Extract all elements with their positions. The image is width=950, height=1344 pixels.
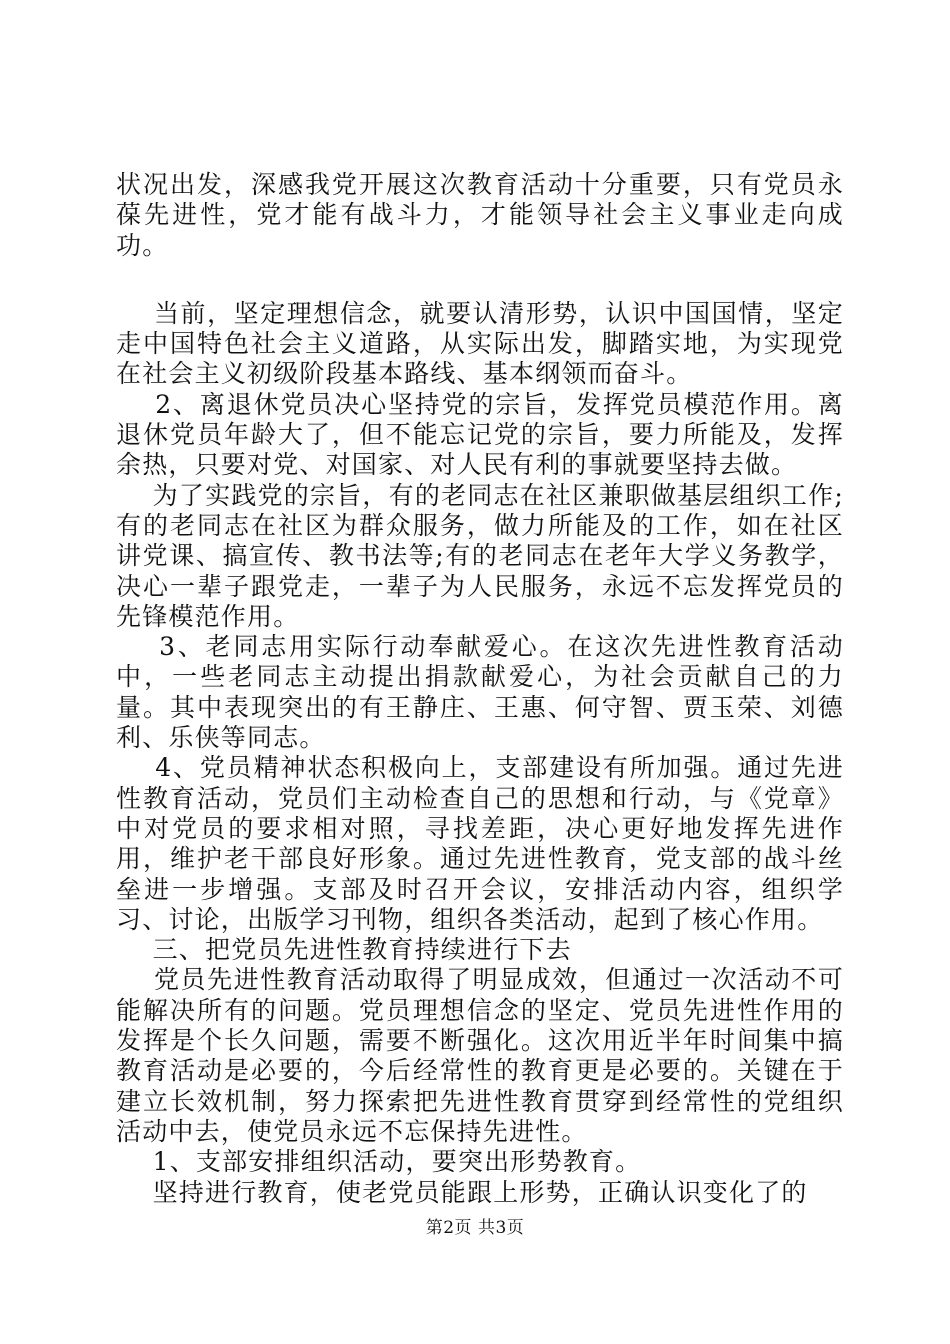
- paragraph: 4、党员精神状态积极向上，支部建设有所加强。通过先进性教育活动，党员们主动检查自己的思想和行动，与《党章》中对党员的要求相对照，寻找差距，决心更好地发挥先进作用，维护老干部良好形象。通过先进性教育，党支部的战斗丝垒进一步增强。支部及时召开会议，安排活动内容，组织学习、讨论，出版学习刊物，组织各类活动，起到了核心作用。: [116, 753, 844, 934]
- paragraph: 为了实践党的宗旨，有的老同志在社区兼职做基层组织工作;有的老同志在社区为群众服务，做力所能及的工作，如在社区讲党课、搞宣传、教书法等;有的老同志在老年大学义务教学，决心一辈子跟党走，一辈子为人民服务，永远不忘发挥党员的先锋模范作用。: [116, 480, 844, 631]
- page-number-footer: 第2页 共3页: [425, 1218, 525, 1238]
- paragraph: 当前，坚定理想信念，就要认清形势，认识中国国情，坚定走中国特色社会主义道路，从实际出发，脚踏实地，为实现党在社会主义初级阶段基本路线、基本纲领而奋斗。: [116, 298, 844, 389]
- paragraph: 2、离退休党员决心坚持党的宗旨，发挥党员模范作用。离退休党员年龄大了，但不能忘记党的宗旨，要力所能及，发挥余热，只要对党、对国家、对人民有利的事就要坚持去做。: [116, 389, 844, 480]
- paragraph: 3、老同志用实际行动奉献爱心。在这次先进性教育活动中，一些老同志主动提出捐款献爱心，为社会贡献自己的力量。其中表现突出的有王静庄、王惠、何守智、贾玉荣、刘德利、乐侠等同志。: [116, 632, 844, 753]
- sub-heading: 1、支部安排组织活动，要突出形势教育。: [116, 1147, 642, 1177]
- paragraph: 党员先进性教育活动取得了明显成效，但通过一次活动不可能解决所有的问题。党员理想信念的坚定、党员先进性作用的发挥是个长久问题，需要不断强化。这次用近半年时间集中搞教育活动是必要的，今后经常性的教育更是必要的。关键在于建立长效机制，努力探索把先进性教育贯穿到经常性的党组织活动中去，使党员永远不忘保持先进性。: [116, 965, 844, 1146]
- paragraph: 坚持进行教育，使老党员能跟上形势，正确认识变化了的: [116, 1177, 808, 1207]
- document-body: [116, 170, 844, 1208]
- paragraph: 状况出发，深感我党开展这次教育活动十分重要，只有党员永葆先进性，党才能有战斗力，才能领导社会主义事业走向成功。: [116, 170, 844, 260]
- section-heading: 三、把党员先进性教育持续进行下去: [116, 935, 572, 965]
- paragraph-gap: [116, 261, 844, 299]
